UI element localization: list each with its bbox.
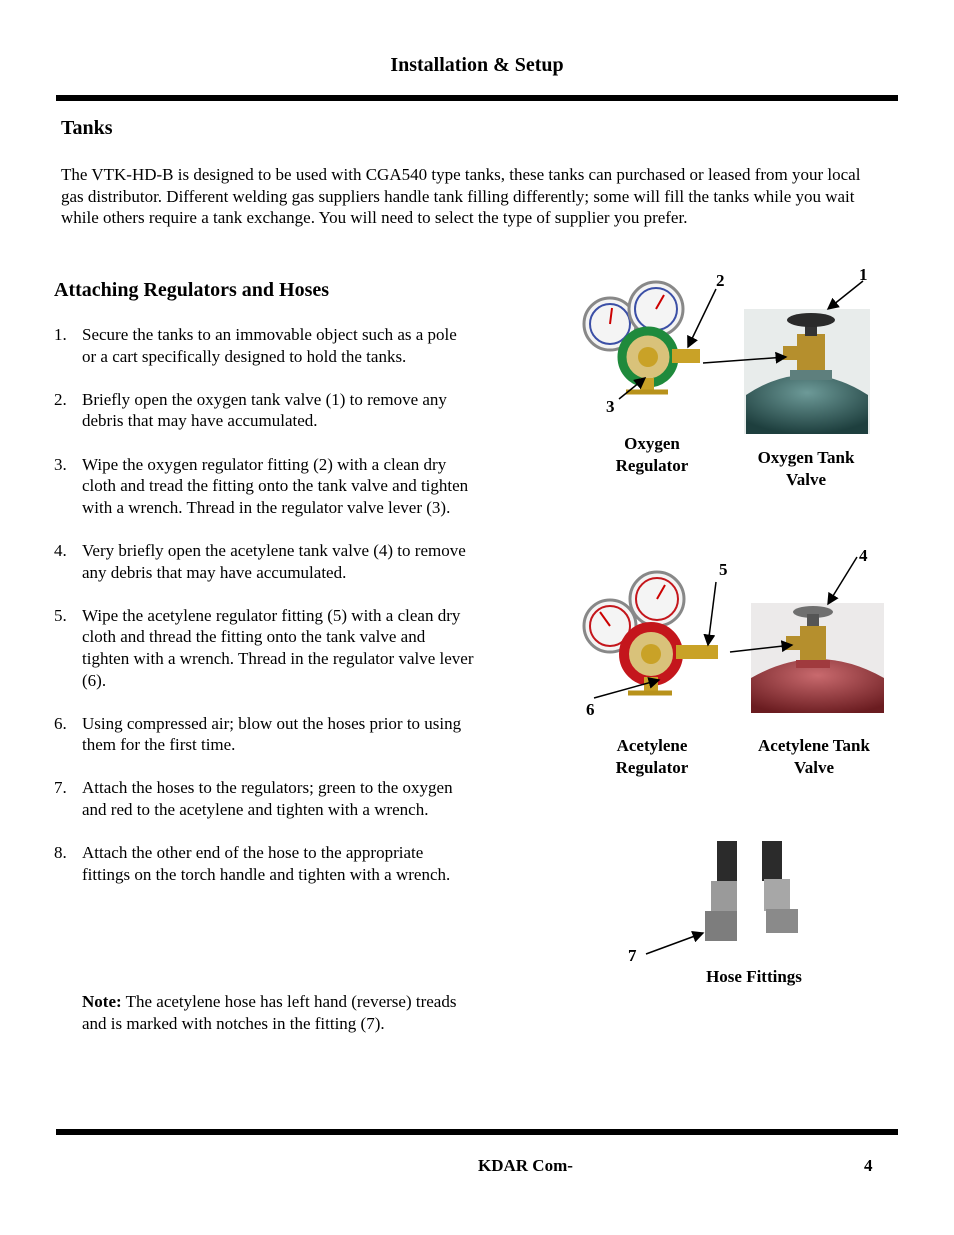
tanks-paragraph: The VTK-HD-B is designed to be used with CGA540 type tanks, these tanks can purchased or leased from your local gas distributor. Different welding gas suppliers handle tank filling differently; some will fill the tanks while you wait while others require a tank exchange. You will need to select the type of supplier you prefer. bbox=[61, 165, 861, 228]
callout-7: 7 bbox=[628, 946, 637, 965]
callout-4: 4 bbox=[859, 546, 868, 565]
list-item: 8. Attach the other end of the hose to the appropriate fittings on the torch handle and tighten with a wrench. bbox=[54, 843, 451, 884]
list-item: 5. Wipe the acetylene regulator fitting (5) with a clean dry cloth and thread the fitting onto the tank valve and tighten with a wrench. Thread in the regulator valve lever (6). bbox=[54, 605, 474, 690]
caption-hose-fittings: Hose Fittings bbox=[706, 967, 802, 986]
list-item: 2. Briefly open the oxygen tank valve (1) to remove any debris that may have accumulated. bbox=[54, 389, 447, 431]
caption-oxygen-regulator: Oxygen Regulator bbox=[615, 434, 689, 475]
attaching-heading: Attaching Regulators and Hoses bbox=[54, 279, 330, 301]
callout-3: 3 bbox=[606, 397, 615, 416]
callout-arrow-7 bbox=[646, 933, 703, 954]
list-item: 4. Very briefly open the acetylene tank valve (4) to remove any debris that may have accumulated. bbox=[54, 540, 466, 582]
caption-acetylene-tank-valve: Acetylene Tank Valve bbox=[758, 736, 870, 777]
caption-oxygen-tank-valve: Oxygen Tank Valve bbox=[757, 448, 855, 489]
page-number: 4 bbox=[864, 1156, 873, 1175]
list-item: 6. Using compressed air; blow out the hoses prior to using them for the first time. bbox=[54, 713, 462, 755]
callout-2: 2 bbox=[716, 271, 725, 290]
hose-fittings-image bbox=[705, 841, 798, 941]
acetylene-regulator-image bbox=[584, 572, 718, 693]
list-item: 7. Attach the hoses to the regulators; green to the oxygen and red to the acetylene and tighten with a wrench. bbox=[54, 778, 453, 820]
oxygen-tank-valve-image bbox=[744, 309, 870, 434]
callout-arrow-5 bbox=[708, 582, 716, 645]
footer-company: KDAR Com- bbox=[478, 1156, 573, 1175]
list-item: 3. Wipe the oxygen regulator fitting (2) with a clean dry cloth and tread the fitting onto the tank valve and tighten with a wrench. Thread in the regulator valve lever (3). bbox=[54, 454, 469, 517]
callout-6: 6 bbox=[586, 700, 595, 719]
note-text: The acetylene hose has left hand (reverse) treads and is marked with notches in the fitting (7). bbox=[82, 992, 457, 1033]
page-header-title: Installation & Setup bbox=[390, 54, 564, 76]
callout-arrow-4 bbox=[828, 557, 857, 604]
callout-arrow-2 bbox=[688, 289, 716, 347]
list-item: 1. Secure the tanks to an immovable object such as a pole or a cart specifically designed to hold the tanks. bbox=[54, 325, 457, 366]
tanks-heading: Tanks bbox=[61, 117, 113, 139]
callout-1: 1 bbox=[859, 265, 868, 284]
note-label: Note: bbox=[82, 992, 122, 1011]
acetylene-tank-valve-image bbox=[751, 603, 884, 713]
footer-rule bbox=[56, 1129, 898, 1135]
caption-acetylene-regulator: Acetylene Regulator bbox=[615, 736, 689, 777]
callout-5: 5 bbox=[719, 560, 728, 579]
oxygen-regulator-image bbox=[584, 282, 700, 392]
callout-arrow-1 bbox=[828, 281, 863, 309]
